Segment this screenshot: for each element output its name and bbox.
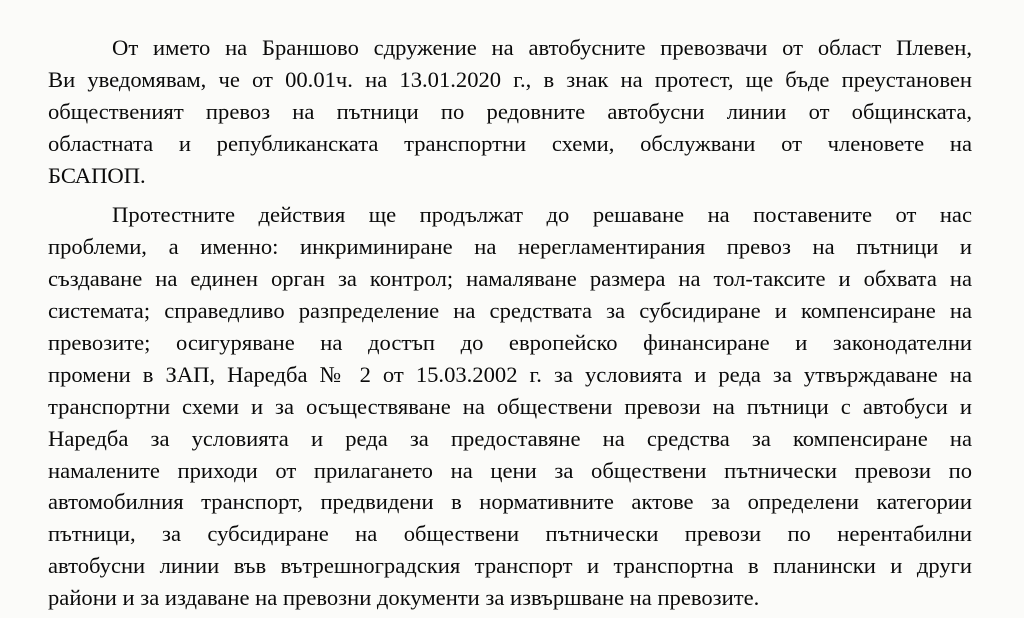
text-line: От името на Браншово сдружение на автобусните превозвачи от област Плевен,: [112, 35, 972, 60]
paragraph-notice: [48, 32, 972, 191]
text-line: автобусни линии във вътрешноградския транспорт и транспортна в планински и други: [48, 553, 972, 579]
text-line: превозите; осигуряване на достъп до европейско финансиране и законодателни: [48, 330, 972, 356]
letter-body: [48, 32, 972, 614]
text-line: транспортни схеми и за осъществяване на обществени превози на пътници с автобуси и: [48, 393, 972, 419]
text-line: райони и за издаване на превозни документи за извършване на превозите.: [48, 585, 760, 611]
text-line: областната и републиканската транспортни схеми, обслужвани от членовете на: [48, 130, 972, 156]
text-line: създаване на единен орган за контрол; намаляване размера на тол-таксите и обхвата на: [48, 266, 972, 292]
text-line: пътници, за субсидиране на обществени пътнически превози по нерентабилни: [48, 521, 972, 547]
text-line: намалените приходи от прилагането на цени за обществени пътнически превози по: [48, 457, 972, 483]
text-line: Ви уведомявам, че от 00.01ч. на 13.01.2020 г., в знак на протест, ще бъде преустановен: [48, 66, 972, 92]
text-line: общественият превоз на пътници по редовните автобусни линии от общинската,: [48, 98, 972, 124]
text-line: БСАПОП.: [48, 162, 146, 188]
text-line: автомобилния транспорт, предвидени в нормативните актове за определени категории: [48, 489, 972, 515]
text-line: проблеми, а именно: инкриминиране на нерегламентирания превоз на пътници и: [48, 234, 972, 260]
text-line: Протестните действия ще продължат до решаване на поставените от нас: [112, 202, 972, 228]
text-line: промени в ЗАП, Наредба № 2 от 15.03.2002 г. за условията и реда за утвърждаване на: [48, 361, 972, 387]
paragraph-demands: [48, 199, 972, 614]
text-line: системата; справедливо разпределение на средствата за субсидиране и компенсиране на: [48, 298, 972, 324]
text-line: Наредба за условията и реда за предоставяне на средства за компенсиране на: [48, 425, 972, 451]
